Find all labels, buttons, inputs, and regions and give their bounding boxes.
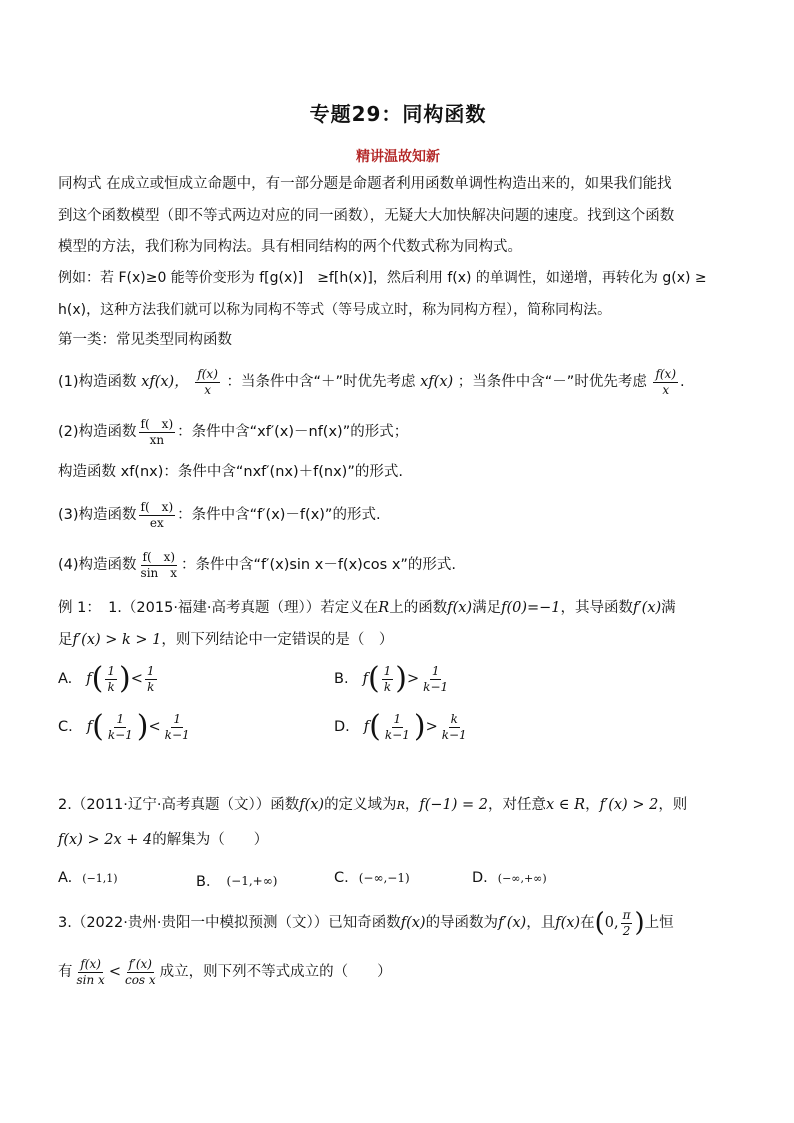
fraction-numerator: f(x) (655, 366, 677, 381)
example-1-text-a: 例 1： 1.（2015·福建·高考真题（理））若定义在 (58, 600, 379, 616)
option-value: (−1,+∞) (226, 873, 278, 888)
option-label: D. (334, 719, 350, 735)
option-value: (−1,1) (82, 871, 118, 885)
example-1-text-d: ，其导函数 (560, 600, 634, 616)
option-label: C. (334, 870, 349, 886)
arg-numerator: 1 (383, 663, 392, 678)
intro-line-3: 模型的方法，我们称为同构法。具有相同结构的两个代数式称为同构式。 (58, 239, 522, 255)
q3-text-a: 3.（2022·贵州·贵阳一中模拟预测（文））已知奇函数 (58, 915, 401, 931)
rhs-denominator: k−1 (441, 727, 467, 742)
fraction-denominator: xn (149, 432, 165, 447)
q2-text-e: ， (585, 797, 600, 813)
question-3-line-2 (58, 952, 742, 992)
option-c[interactable]: C. f ( $\frac{1}{k-1}$ ) < $\frac{1}{k-1}$ (58, 709, 190, 744)
intro-line-5: h(x)，这种方法我们就可以称为同构不等式（等号成立时，称为同构方程），简称同构法。 (58, 302, 612, 318)
example-1-text-e: 满 (661, 600, 676, 616)
option-value: (−∞,−1) (358, 871, 410, 885)
q2-option-b[interactable] (196, 870, 277, 891)
lhs-fraction (75, 958, 107, 986)
relation: < (108, 964, 121, 980)
x-in-R: x ∈ R (546, 797, 586, 813)
fraction-denominator: x (662, 382, 670, 397)
type-2-text: ：条件中含“xf′(x)－nf(x)”的形式； (177, 424, 409, 440)
example-1-line-1 (58, 598, 742, 618)
fraction-numerator: f( x) (140, 416, 174, 431)
q3-text-e: 上恒 (644, 915, 674, 931)
q2-text-b: 的定义域为 (324, 797, 397, 813)
type-4-prefix: (4)构造函数 (58, 557, 137, 573)
fraction-denominator: ex (149, 515, 164, 530)
type-1-fraction (195, 368, 220, 396)
intro-line-1: 同构式 在成立或恒成立命题中，有一部分题是命题者利用函数单调性构造出来的，如果我们能找 (58, 176, 672, 192)
f-minus1-condition: f(−1) = 2 (419, 797, 489, 813)
rhs-denominator: k−1 (423, 679, 449, 694)
rhs-numerator: k (450, 711, 458, 726)
type-2-prefix: (2)构造函数 (58, 424, 137, 440)
q2-question: 的解集为（ ） (152, 832, 269, 848)
question-2-line-1 (58, 795, 742, 816)
type-3-text: ：条件中含“f′(x)－f(x)”的形式. (177, 507, 381, 523)
q3-text-f: 有 (58, 964, 73, 980)
fprime-expr: f′(x) (498, 915, 527, 931)
fraction-numerator: f(x) (80, 956, 101, 971)
q3-text-c: ，且 (526, 915, 556, 931)
example-1-line-2 (58, 630, 742, 650)
rhs-denominator: k (147, 679, 155, 694)
option-d[interactable]: D. f ( $\frac{1}{k-1}$ ) > $\frac{k}{k-1}$ (334, 709, 467, 744)
type-1-text-2: ；当条件中含“－”时优先考虑 (457, 374, 647, 390)
fraction-denominator: cos x (124, 972, 156, 987)
arg-denominator: k (383, 679, 392, 694)
fx-expr: f(x) (400, 915, 426, 931)
set-R: R (396, 799, 405, 812)
type-1-text: ：当条件中含“＋”时优先考虑 (226, 374, 416, 390)
derivative-condition: f′(x) > 2 (599, 797, 659, 813)
arg-numerator: 1 (393, 711, 402, 726)
type-2-line (58, 412, 742, 452)
q2-text-f: ，则 (658, 797, 688, 813)
fraction-numerator: f′(x) (128, 956, 152, 971)
example-1-text-c: 满足 (472, 600, 502, 616)
interval-start: 0, (604, 915, 619, 931)
relation: > (425, 719, 438, 735)
set-R: R (378, 600, 390, 616)
arg-denominator: k (107, 679, 115, 694)
q2-text-c: ， (404, 797, 420, 813)
section-heading-type1: 第一类：常见类型同构函数 (58, 332, 232, 348)
example-1-text-b: 上的函数 (389, 600, 448, 616)
arg-numerator: 1 (107, 663, 116, 678)
option-b[interactable]: B. f ( $\frac{1}{k}$ ) > $\frac{1}{k-1}$ (334, 661, 449, 696)
q2-option-a[interactable] (58, 870, 118, 886)
option-label: B． (196, 874, 221, 890)
example-1-question: ，则下列结论中一定错误的是（ ） (161, 632, 394, 648)
option-a[interactable]: A. f ( $\frac{1}{k}$ ) < $\frac{1}{k}$ (58, 661, 155, 696)
relation: < (130, 671, 143, 687)
q3-text-b: 的导函数为 (425, 915, 499, 931)
intro-line-4: 例如：若 F(x)≥0 能等价变形为 f[g(x)] ≥f[h(x)]，然后利用 f(x) 的单调性，如递增，再转化为 g(x) ≥ (58, 270, 707, 286)
fraction-numerator: f( x) (142, 549, 176, 564)
type-2-fraction (139, 418, 176, 446)
rhs-denominator: k−1 (164, 727, 190, 742)
fx-expr: f(x) (299, 797, 325, 813)
rhs-numerator: 1 (173, 711, 181, 726)
q3-question: 成立，则下列不等式成立的（ ） (159, 964, 392, 980)
derivative-condition: f′(x) > k > 1 (72, 632, 162, 648)
arg-denominator: k−1 (107, 727, 133, 742)
question-2-line-2 (58, 830, 742, 850)
option-label: A. (58, 870, 73, 886)
fraction-denominator: sin x (76, 972, 105, 987)
type-3-fraction (139, 501, 176, 529)
fraction-denominator: x (204, 382, 211, 397)
inequality: f(x) > 2x + 4 (58, 832, 153, 848)
option-value: (−∞,+∞) (497, 871, 547, 885)
type-3-prefix: (3)构造函数 (58, 507, 137, 523)
type-4-line (58, 545, 742, 585)
type-1-line: (1)构造函数 xf(x)， $\frac{f(x)}{x}$ ：当条件中含“＋”时优先考虑 xf(x) ；当条件中含“－”时优先考虑 $\frac{f(x)}{x}$ . (58, 366, 685, 397)
fprime-expr: f′(x) (633, 600, 662, 616)
page-title: 专题29：同构函数 (309, 102, 487, 126)
q2-option-c[interactable] (334, 870, 410, 886)
option-label: B. (334, 671, 349, 687)
type-1-fraction-2 (653, 368, 678, 396)
pi-numerator: π (622, 907, 631, 922)
q3-text-d: 在 (580, 915, 595, 931)
type-1-xfx: xf(x)， (141, 374, 189, 390)
q2-text-d: ，对任意 (488, 797, 547, 813)
type-3-line (58, 495, 742, 535)
question-3-line-1: 3.（2022·贵州·贵阳一中模拟预测（文））已知奇函数f(x)的导函数为f′(x)，且f(x)在(0, $\frac{\pi}{2}$ )上恒 (58, 907, 674, 938)
rhs-fraction (123, 958, 158, 986)
rhs-numerator: 1 (431, 663, 440, 678)
type-4-text: ：条件中含“f′(x)sin x－f(x)cos x”的形式. (181, 557, 457, 573)
fraction-denominator: sin x (140, 565, 178, 580)
pi-denominator: 2 (622, 923, 631, 938)
option-label: A. (58, 671, 73, 687)
relation: > (407, 671, 420, 687)
f0-condition: f(0)=−1 (501, 600, 561, 616)
arg-denominator: k−1 (384, 727, 410, 742)
type-4-fraction (139, 551, 180, 579)
relation: < (148, 719, 161, 735)
option-label: C. (58, 719, 73, 735)
type-2b-line: 构造函数 xf(nx)：条件中含“nxf′(nx)＋f(nx)”的形式. (58, 464, 403, 480)
example-1-text-f: 足 (58, 632, 73, 648)
option-label: D. (472, 870, 488, 886)
fraction-numerator: f(x) (197, 366, 218, 381)
fx-expr: f(x) (447, 600, 473, 616)
q2-text-a: 2.（2011·辽宁·高考真题（文））函数 (58, 797, 300, 813)
type-1-prefix: (1)构造函数 (58, 374, 137, 390)
fx-expr-2: f(x) (555, 915, 581, 931)
rhs-numerator: 1 (146, 663, 155, 678)
section-subtitle: 精讲温故知新 (356, 149, 440, 165)
fraction-numerator: f( x) (140, 499, 174, 514)
arg-numerator: 1 (116, 711, 125, 726)
intro-line-2: 到这个函数模型（即不等式两边对应的同一函数），无疑大大加快解决问题的速度。找到这个函数 (58, 208, 675, 224)
q2-option-d[interactable] (472, 870, 547, 886)
type-1-xfx-2: xf(x) (420, 374, 454, 390)
